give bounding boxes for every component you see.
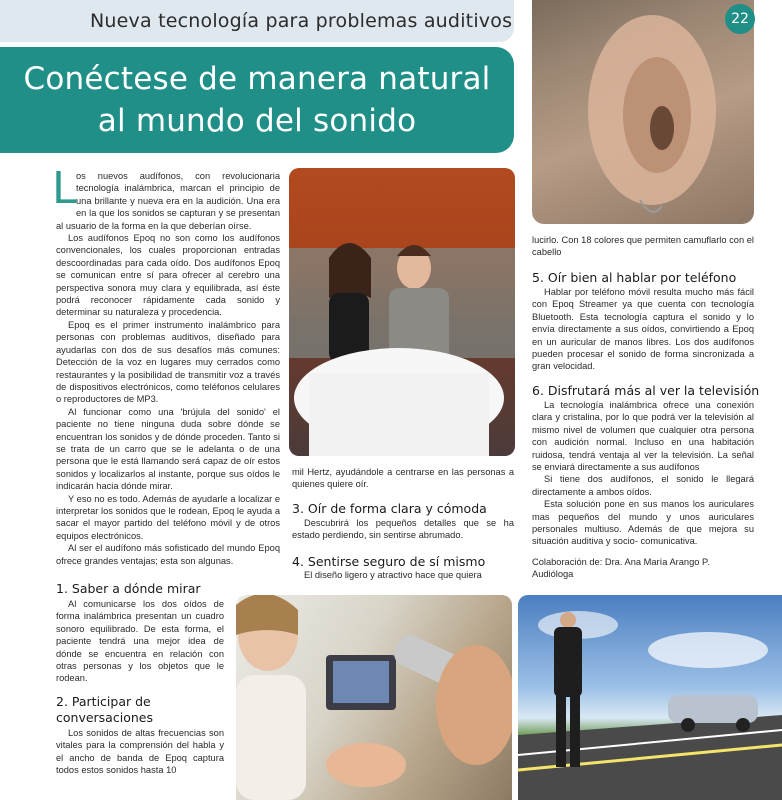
section-3-body [292, 517, 514, 542]
ear-photo [532, 0, 754, 224]
phone-illustration [236, 595, 512, 800]
credit-line-1: Colaboración de: Dra. Ana María Arango P. [532, 557, 710, 567]
section-6-paragraph-3: Esta solución pone en sus manos los auriculares mas pequeños del mundo y unos auriculares personales multiuso. Además de que mejora su situación auditiva y socio- comunicativa. [532, 499, 754, 547]
intro-paragraph-1-text: os nuevos audífonos, con revolucionaria tecnología inalámbrica, marcan el principio de una brillante y nueva era en la audición. Una era en la que los sonidos se capturan y se presentan al usuario de la forma en la que deberían oírse. [56, 171, 280, 231]
credit-line-2: Audióloga [532, 569, 574, 580]
section-4-heading: 4. Sentirse seguro de sí mismo [292, 554, 486, 569]
intro-paragraph-1 [52, 163, 280, 232]
section-6-paragraph-1: La tecnología inalámbrica ofrece una conexión clara y cristalina, por lo que podrá ver la televisión al mismo nivel de volumen que cualquier otra persona con audición normal. Incluso en una habitación ruidosa, tendrá ventaja al ver la televisión. La señal se enviará directamente a sus audífonos [532, 400, 754, 473]
intro-column [52, 163, 280, 567]
title-line-1: Conéctese de manera natural [23, 61, 491, 97]
road-illustration [518, 595, 782, 800]
drop-cap: L [52, 163, 77, 214]
intro-paragraph-5: Y eso no es todo. Además de ayudarle a localizar e interpretar los sonidos que le rodean, Epoq le ayuda a sacar el mayor partido del teléfono móvil y de otros equipos electrónicos. [56, 493, 280, 541]
intro-paragraph-2: Los audífonos Epoq no son como los audífonos convencionales, los cuales proporcionan entradas descoordinadas para cada oído. Dos audífonos Epoq se comunican entre sí para ofrecer al cerebro una perspectiva sonora muy clara y equilibrada, así éste podrá reconocer rápidamente cada sonido y determinar su naturaleza y procedencia. [56, 233, 280, 318]
intro-paragraph-6: Al ser el audífono más sofisticado del mundo Epoq ofrece grandes ventajas; esta son algunas. [56, 543, 280, 566]
ear-illustration [532, 0, 754, 224]
right-continuation [532, 234, 754, 259]
middle-continuation [292, 466, 514, 491]
section-6-paragraph-2: Si tiene dos audífonos, el sonido le llegará directamente a ambos oídos. [532, 474, 754, 497]
section-2-heading-line-2: conversaciones [56, 710, 153, 725]
section-2-text: Los sonidos de altas frecuencias son vitales para la comprensión del habla y el ancho de banda de Epoq captura todos estos sonidos hasta 10 [56, 728, 224, 776]
section-5-text: Hablar por teléfono móvil resulta mucho más fácil con Epoq Streamer ya que cuenta con tecnología Bluetooth. Esta tecnología captura el sonido y lo envía directamente a sus oídos, convirtiendo a Epoq en un auricular de manos libres. Los dos audífonos pueden procesar el sonido de forma sincronizada a gran velocidad. [532, 287, 754, 372]
article-title [0, 47, 514, 153]
section-header: Nueva tecnología para problemas auditivos [0, 0, 514, 42]
middle-continuation-text: mil Hertz, ayudándole a centrarse en las personas a quienes quiere oír. [292, 467, 514, 490]
page-number-badge: 22 [725, 4, 755, 34]
section-5-heading: 5. Oír bien al hablar por teléfono [532, 270, 737, 285]
section-1-body [56, 598, 224, 685]
section-1-heading: 1. Saber a dónde mirar [56, 581, 201, 596]
section-5-body [532, 286, 754, 373]
section-6-body [532, 399, 754, 548]
woman-phone-photo [236, 595, 512, 800]
section-1-text: Al comunicarse los dos oídos de forma inalámbrica presentan un cuadro sonoro equilibrado. De esta forma, el paciente tendrá una mejor idea de dónde se encuentra en relación con otras personas y los objetos que le rodean. [56, 599, 224, 684]
section-6-heading: 6. Disfrutará más al ver la televisión [532, 383, 760, 398]
right-continuation-text: lucirlo. Con 18 colores que permiten camuflarlo con el cabello [532, 235, 754, 258]
section-2-body [56, 727, 224, 777]
couple-restaurant-photo [289, 168, 515, 456]
couple-illustration [289, 168, 515, 456]
author-credit [532, 556, 710, 581]
section-4-body [292, 569, 514, 581]
man-road-photo [518, 595, 782, 800]
intro-paragraph-4: Al funcionar como una 'brújula del sonido' el paciente no tiene ninguna duda sobre dónde se encuentran los sonidos y de dónde proceden. Tanto si se trata de un carro que se le adelanta o de una persona que le está llamando será capaz de oír estos sonidos y localizarlos al instante, porque sus oídos le indicarán hacia dónde mirar. [56, 406, 280, 492]
title-line-2: al mundo del sonido [97, 103, 417, 139]
intro-paragraph-3: Epoq es el primer instrumento inalámbrico para personas con problemas auditivos, diseñado para ayudarlas con dos de sus desafíos más comunes: Detección de la voz en lugares muy cerrados como restaurantes y la posibilidad de transmitir voz a través de dispositivos electrónicos, como teléfonos celulares o reproductores de MP3. [56, 319, 280, 405]
section-3-heading: 3. Oír de forma clara y cómoda [292, 501, 487, 516]
section-2-heading [56, 694, 153, 726]
section-4-text: El diseño ligero y atractivo hace que quiera [304, 570, 482, 580]
section-3-text: Descubrirá los pequeños detalles que se ha estado perdiendo, sin sentirse abrumado. [292, 518, 514, 541]
section-2-heading-line-1: 2. Participar de [56, 694, 151, 709]
